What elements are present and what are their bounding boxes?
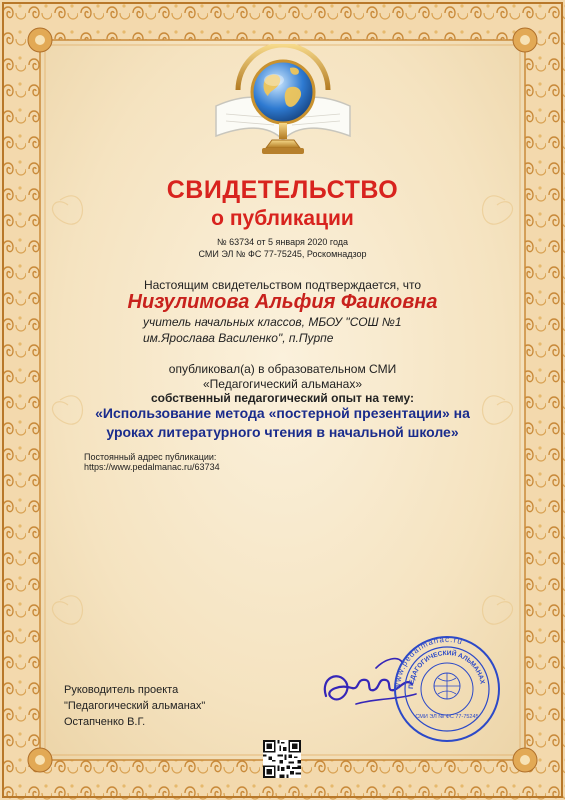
stamp-bottom-text: СМИ ЭЛ № ФС 77-75245 [415, 714, 479, 720]
publication-url[interactable]: https://www.pedalmanac.ru/63734 [84, 462, 220, 472]
certificate-subtitle: о публикации [211, 207, 354, 230]
theme-lead: собственный педагогический опыт на тему: [150, 391, 415, 405]
person-name: Низулимова Альфия Фаиковна [127, 291, 438, 313]
round-stamp-icon [392, 634, 502, 744]
globe-book-emblem-icon [208, 44, 358, 166]
stamp-outer-text: www.pedalmanac.ru [392, 634, 464, 690]
signature-person: Остапченко В.Г. [64, 716, 146, 728]
signature-role: Руководитель проекта [64, 684, 179, 696]
address-label: Постоянный адрес публикации: [84, 452, 217, 462]
stamp-inner-text: ПЕДАГОГИЧЕСКИЙ АЛЬМАНАХ [407, 649, 486, 690]
registration-line: СМИ ЭЛ № ФС 77-75245, Роскомнадзор [198, 249, 367, 259]
topic-line-2: уроках литературного чтения в начальной школе» [106, 424, 459, 440]
signature-project: "Педагогический альманах" [64, 700, 206, 712]
person-position: учитель начальных классов, МБОУ "СОШ №1 им.Ярослава Василенко", п.Пурпе [143, 315, 402, 345]
confirm-text: Настоящим свидетельством подтверждается, что [143, 278, 422, 292]
topic-line-1: «Использование метода «постерной презентации» на [95, 405, 470, 421]
qr-code-icon[interactable] [263, 740, 301, 778]
certificate-title: СВИДЕТЕЛЬСТВО [166, 176, 399, 204]
published-text: опубликовал(а) в образовательном СМИ [168, 362, 397, 376]
certificate-number: № 63734 от 5 января 2020 года [216, 237, 349, 247]
publication-topic [0, 404, 565, 442]
journal-name: «Педагогический альманах» [203, 377, 362, 391]
